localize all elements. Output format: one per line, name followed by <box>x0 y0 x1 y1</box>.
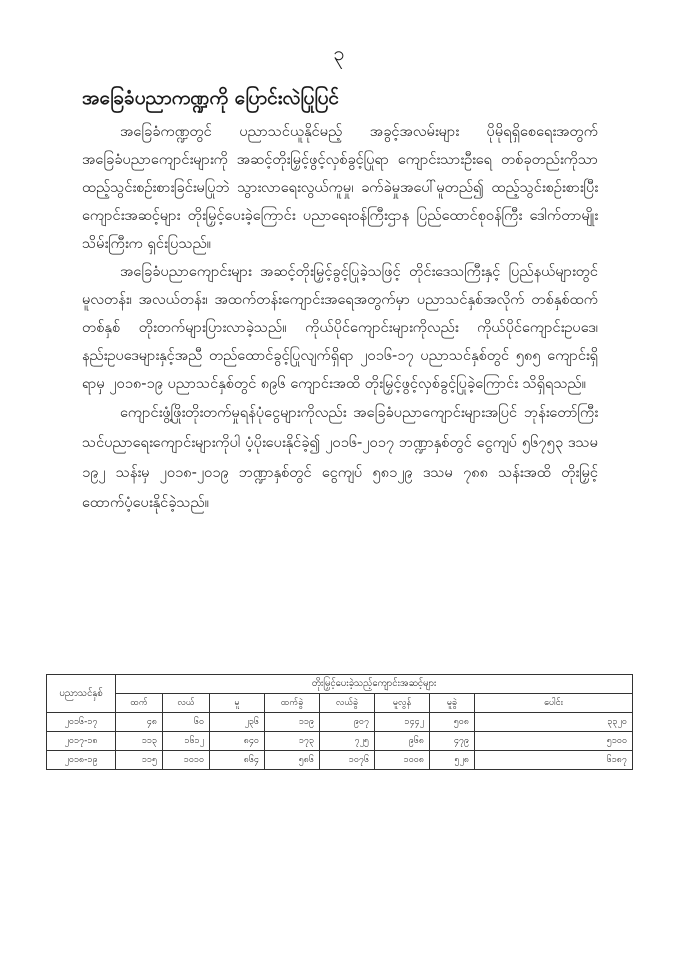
table-cell: ၅၈၆ <box>265 751 320 770</box>
column-header: မူခွဲ <box>430 694 475 713</box>
table-cell: ၄၈ <box>116 713 163 732</box>
table-cell: ၄၇၉ <box>430 732 475 751</box>
table-cell: ၁၁၅ <box>116 751 163 770</box>
column-header: လယ် <box>163 694 210 713</box>
column-header: လယ်ခွဲ <box>320 694 375 713</box>
column-header: ပေါင်း <box>475 694 633 713</box>
table-cell-total: ၅၁၀၀ <box>475 732 633 751</box>
table-cell: ၉၆၈ <box>375 732 430 751</box>
table-cell: ၁၄၄၂ <box>375 713 430 732</box>
column-header: ထက် <box>116 694 163 713</box>
table-cell-total: ၃၃၂၀ <box>475 713 633 732</box>
year-cell: ၂၀၁၇-၁၈ <box>47 732 116 751</box>
column-header: မူ <box>210 694 265 713</box>
table-cell: ၁၀၀၈ <box>375 751 430 770</box>
table-header-row <box>47 675 633 694</box>
table-cell: ၇၂၅ <box>320 732 375 751</box>
group-column-header: တိုးမြှင့်ပေးခဲ့သည့်ကျောင်းအဆင့်များ <box>116 675 633 694</box>
school-upgrade-table <box>46 674 633 770</box>
table-cell: ၅၀၈ <box>430 713 475 732</box>
body-text <box>82 118 598 518</box>
paragraph-2: အခြေခံပညာကျောင်းများ အဆင့်တိုးမြှင့်ခွင့်ပြုခဲ့သဖြင့် တိုင်းဒေသကြီးနှင့် ပြည်နယ်များတွင် မူလတန်း၊ အလယ်တန်း၊ အထက်တန်းကျောင်းအရေအတွက်မှာ ပညာသင်နှစ်အလိုက် တစ်နှစ်ထက်တစ်နှစ် တိုးတက်များပြားလာခဲ့သည်။ ကိုယ်ပိုင်ကျောင်းများကိုလည်း ကိုယ်ပိုင်ကျောင်းဥပဒေ၊ နည်းဥပဒေများနှင့်အညီ တည်ထောင်ခွင့်ပြုလျက်ရှိရာ ၂၀၁၆-၁၇ ပညာသင်နှစ်တွင် ၅၈၅ ကျောင်းရှိရာမှ ၂၀၁၈-၁၉ ပညာသင်နှစ်တွင် ၈၉၆ ကျောင်းအထိ တိုးမြှင့်ဖွင့်လှစ်ခွင့်ပြုခဲ့ကြောင်း သိရှိရသည်။ <box>82 263 598 392</box>
table-row <box>47 751 633 770</box>
table-cell: ၈၄၀ <box>210 732 265 751</box>
paragraph-3: ကျောင်းဖွံ့ဖြိုးတိုးတက်မှုရန်ပုံငွေများကိုလည်း အခြေခံပညာကျောင်းများအပြင် ဘုန်းတော်ကြီးသင်ပညာရေးကျောင်းများကိုပါ ပံ့ပိုးပေးနိုင်ခဲ့၍ ၂၀၁၆-၂၀၁၇ ဘဏ္ဍာနှစ်တွင် ငွေကျပ် ၅၆၇၅၃ ဒသမ ၁၉၂ သန်းမှ ၂၀၁၈-၂၀၁၉ ဘဏ္ဍာနှစ်တွင် ငွေကျပ် ၅၈၁၂၉ ဒသမ ၇၈၈ သန်းအထိ တိုးမြှင့်ထောက်ပံ့ပေးနိုင်ခဲ့သည်။ <box>82 404 598 511</box>
table-cell: ၅၂၈ <box>430 751 475 770</box>
year-cell: ၂၀၁၈-၁၉ <box>47 751 116 770</box>
column-header: ထက်ခွဲ <box>265 694 320 713</box>
table-cell: ၁၀၇၆ <box>320 751 375 770</box>
table-cell: ၁၀၁၀ <box>163 751 210 770</box>
table-cell: ၁၁၉ <box>265 713 320 732</box>
column-header: မူလွန် <box>375 694 430 713</box>
table-row <box>47 713 633 732</box>
table-cell: ၉၀၇ <box>320 713 375 732</box>
table-cell: ၈၆၄ <box>210 751 265 770</box>
year-cell: ၂၀၁၆-၁၇ <box>47 713 116 732</box>
year-column-header: ပညာသင်နှစ် <box>47 675 116 713</box>
table-subheader-row <box>47 694 633 713</box>
table-cell: ၂၃၆ <box>210 713 265 732</box>
table-cell-total: ၆၁၈၇ <box>475 751 633 770</box>
table-cell: ၁၇၃ <box>265 732 320 751</box>
section-heading: အခြေခံပညာကဏ္ဍကို ပြောင်းလဲပြုပြင် <box>82 87 339 109</box>
table-cell: ၆၀ <box>163 713 210 732</box>
paragraph-1: အခြေခံကဏ္ဍတွင် ပညာသင်ယူနိုင်မည့် အခွင့်အလမ်းများ ပိုမိုရရှိစေရေးအတွက် အခြေခံပညာကျောင်းများကို အဆင့်တိုးမြှင့်ဖွင့်လှစ်ခွင့်ပြုရာ ကျောင်းသားဦးရေ တစ်ခုတည်းကိုသာ ထည့်သွင်းစဉ်းစားခြင်းမပြုဘဲ သွားလာရေးလွယ်ကူမှု၊ ခက်ခဲမှုအပေါ်မူတည်၍ ထည့်သွင်းစဉ်းစားပြီး ကျောင်းအဆင့်များ တိုးမြှင့်ပေးခဲ့ကြောင်း ပညာရေးဝန်ကြီးဌာန ပြည်ထောင်စုဝန်ကြီး ဒေါက်တာမျိုးသိမ်းကြီးက ရှင်းပြသည်။ <box>82 123 598 252</box>
table-cell: ၁၁၃ <box>116 732 163 751</box>
page-number: ၃ <box>333 41 345 65</box>
table-cell: ၁၆၁၂ <box>163 732 210 751</box>
table-row <box>47 732 633 751</box>
